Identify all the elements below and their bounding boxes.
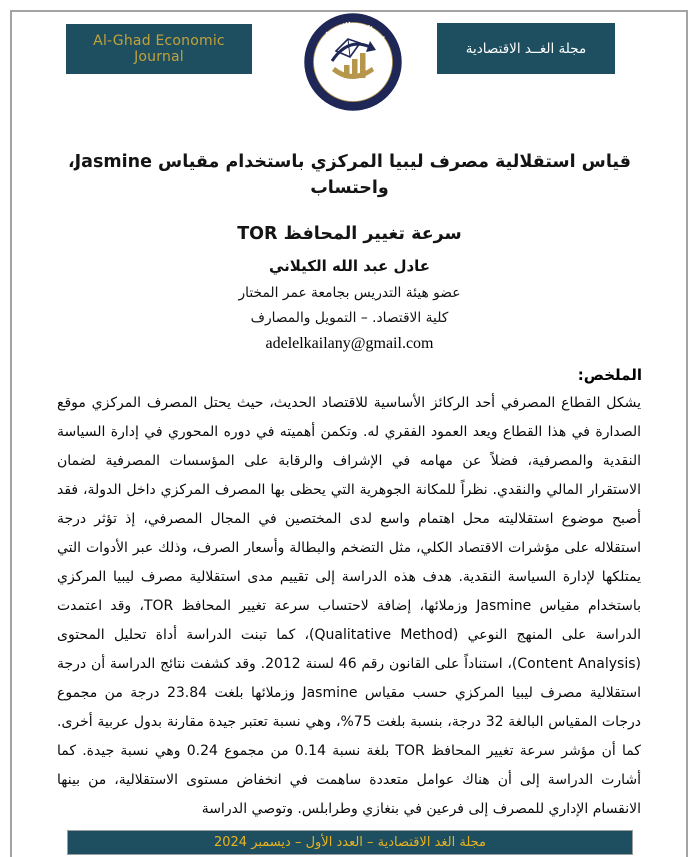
logo-latin-ring-text: AL GHAD Economic Journal <box>317 75 389 102</box>
abstract-body-text: يشكل القطاع المصرفي أحد الركائز الأساسية للاقتصاد الحديث، حيث يحتل المصرف المركزي موقع الصدارة في هذا القطاع ويعد العمود الفقري له. وتكمن أهميته في دوره المحوري في إدارة السياسة النقدية والمصرفية، فضلاً عن مهامه في الإشراف والرقابة على المؤسسات المصرفية لضمان الاستقرار المالي والنقدي. نظراً للمكانة الجوهرية التي يحظى بها المصرف المركزي داخل الدولة، فقد أصبح موضوع استقلاليته محل اهتمام واسع لدى المختصين في المجال المصرفي، إذ تؤثر درجة استقلاله على مؤشرات الاقتصاد الكلي، مثل التضخم والبطالة وأسعار الصرف، وذلك عبر الأدوات التي يمتلكها لإدارة السياسة النقدية. هدف هذه الدراسة إلى تقييم مدى استقلالية مصرف ليبيا المركزي باستخدام مقياس Jasmine وزملائها، إضافة لاحتساب سرعة تغيير المحافظ TOR، وقد اعتمدت الدراسة على المنهج النوعي (Qualitative Method)، كما تبنت الدراسة أداة تحليل المحتوى (Content Analysis)، استناداً على القانون رقم 46 لسنة 2012. وقد كشفت نتائج الدراسة أن درجة استقلالية مصرف ليبيا المركزي حسب مقياس Jasmine وزملائها بلغت 23.84 درجة من مجموع درجات المقياس البالغة 32 درجة، بنسبة بلغت 75%، وهي نسبة تعتبر جيدة مقارنة بدول عربية أخرى. كما أن مؤشر سرعة تغيير المحافظ TOR بلغة نسبة 0.14 من مجموع 0.24 وهي نسبة جيدة. كما أشارت الدراسة إلى أن هناك عوامل متعددة ساهمت في انخفاض مستوى الاستقلالية، من بينها الانقسام الإداري للمصرف إلى فرعين في بنغازي وطرابلس. وتوصي الدراسة <box>57 395 642 817</box>
article-title <box>55 149 644 247</box>
header-journal-name-ar: مجلة الغــد الاقتصادية <box>437 23 615 74</box>
logo-arabic-ring-text: مجلــة الغــد الاقتصاديــة <box>314 20 392 51</box>
footer-text: مجلة الغد الاقتصادية – العدد الأول – ديسمبر 2024 <box>213 835 487 850</box>
journal-logo-icon <box>304 13 402 111</box>
footer-bar <box>67 830 633 855</box>
author-affiliation-1: عضو هيئة التدريس بجامعة عمر المختار <box>238 285 461 301</box>
author-affiliation-2: كلية الاقتصاد. – التمويل والمصارف <box>250 310 449 326</box>
abstract-heading: الملخص: <box>577 366 642 384</box>
author-block <box>0 257 699 353</box>
author-name: عادل عبد الله الكيلاني <box>268 257 431 275</box>
article-title-line2: سرعة تغيير المحافظ TOR <box>237 224 462 244</box>
article-title-line1: قياس استقلالية مصرف ليبيا المركزي باستخدام مقياس Jasmine، واحتساب <box>68 152 631 198</box>
author-email: adelelkailany@gmail.com <box>265 335 434 352</box>
header-journal-name-en: Al-Ghad Economic Journal <box>66 24 252 74</box>
